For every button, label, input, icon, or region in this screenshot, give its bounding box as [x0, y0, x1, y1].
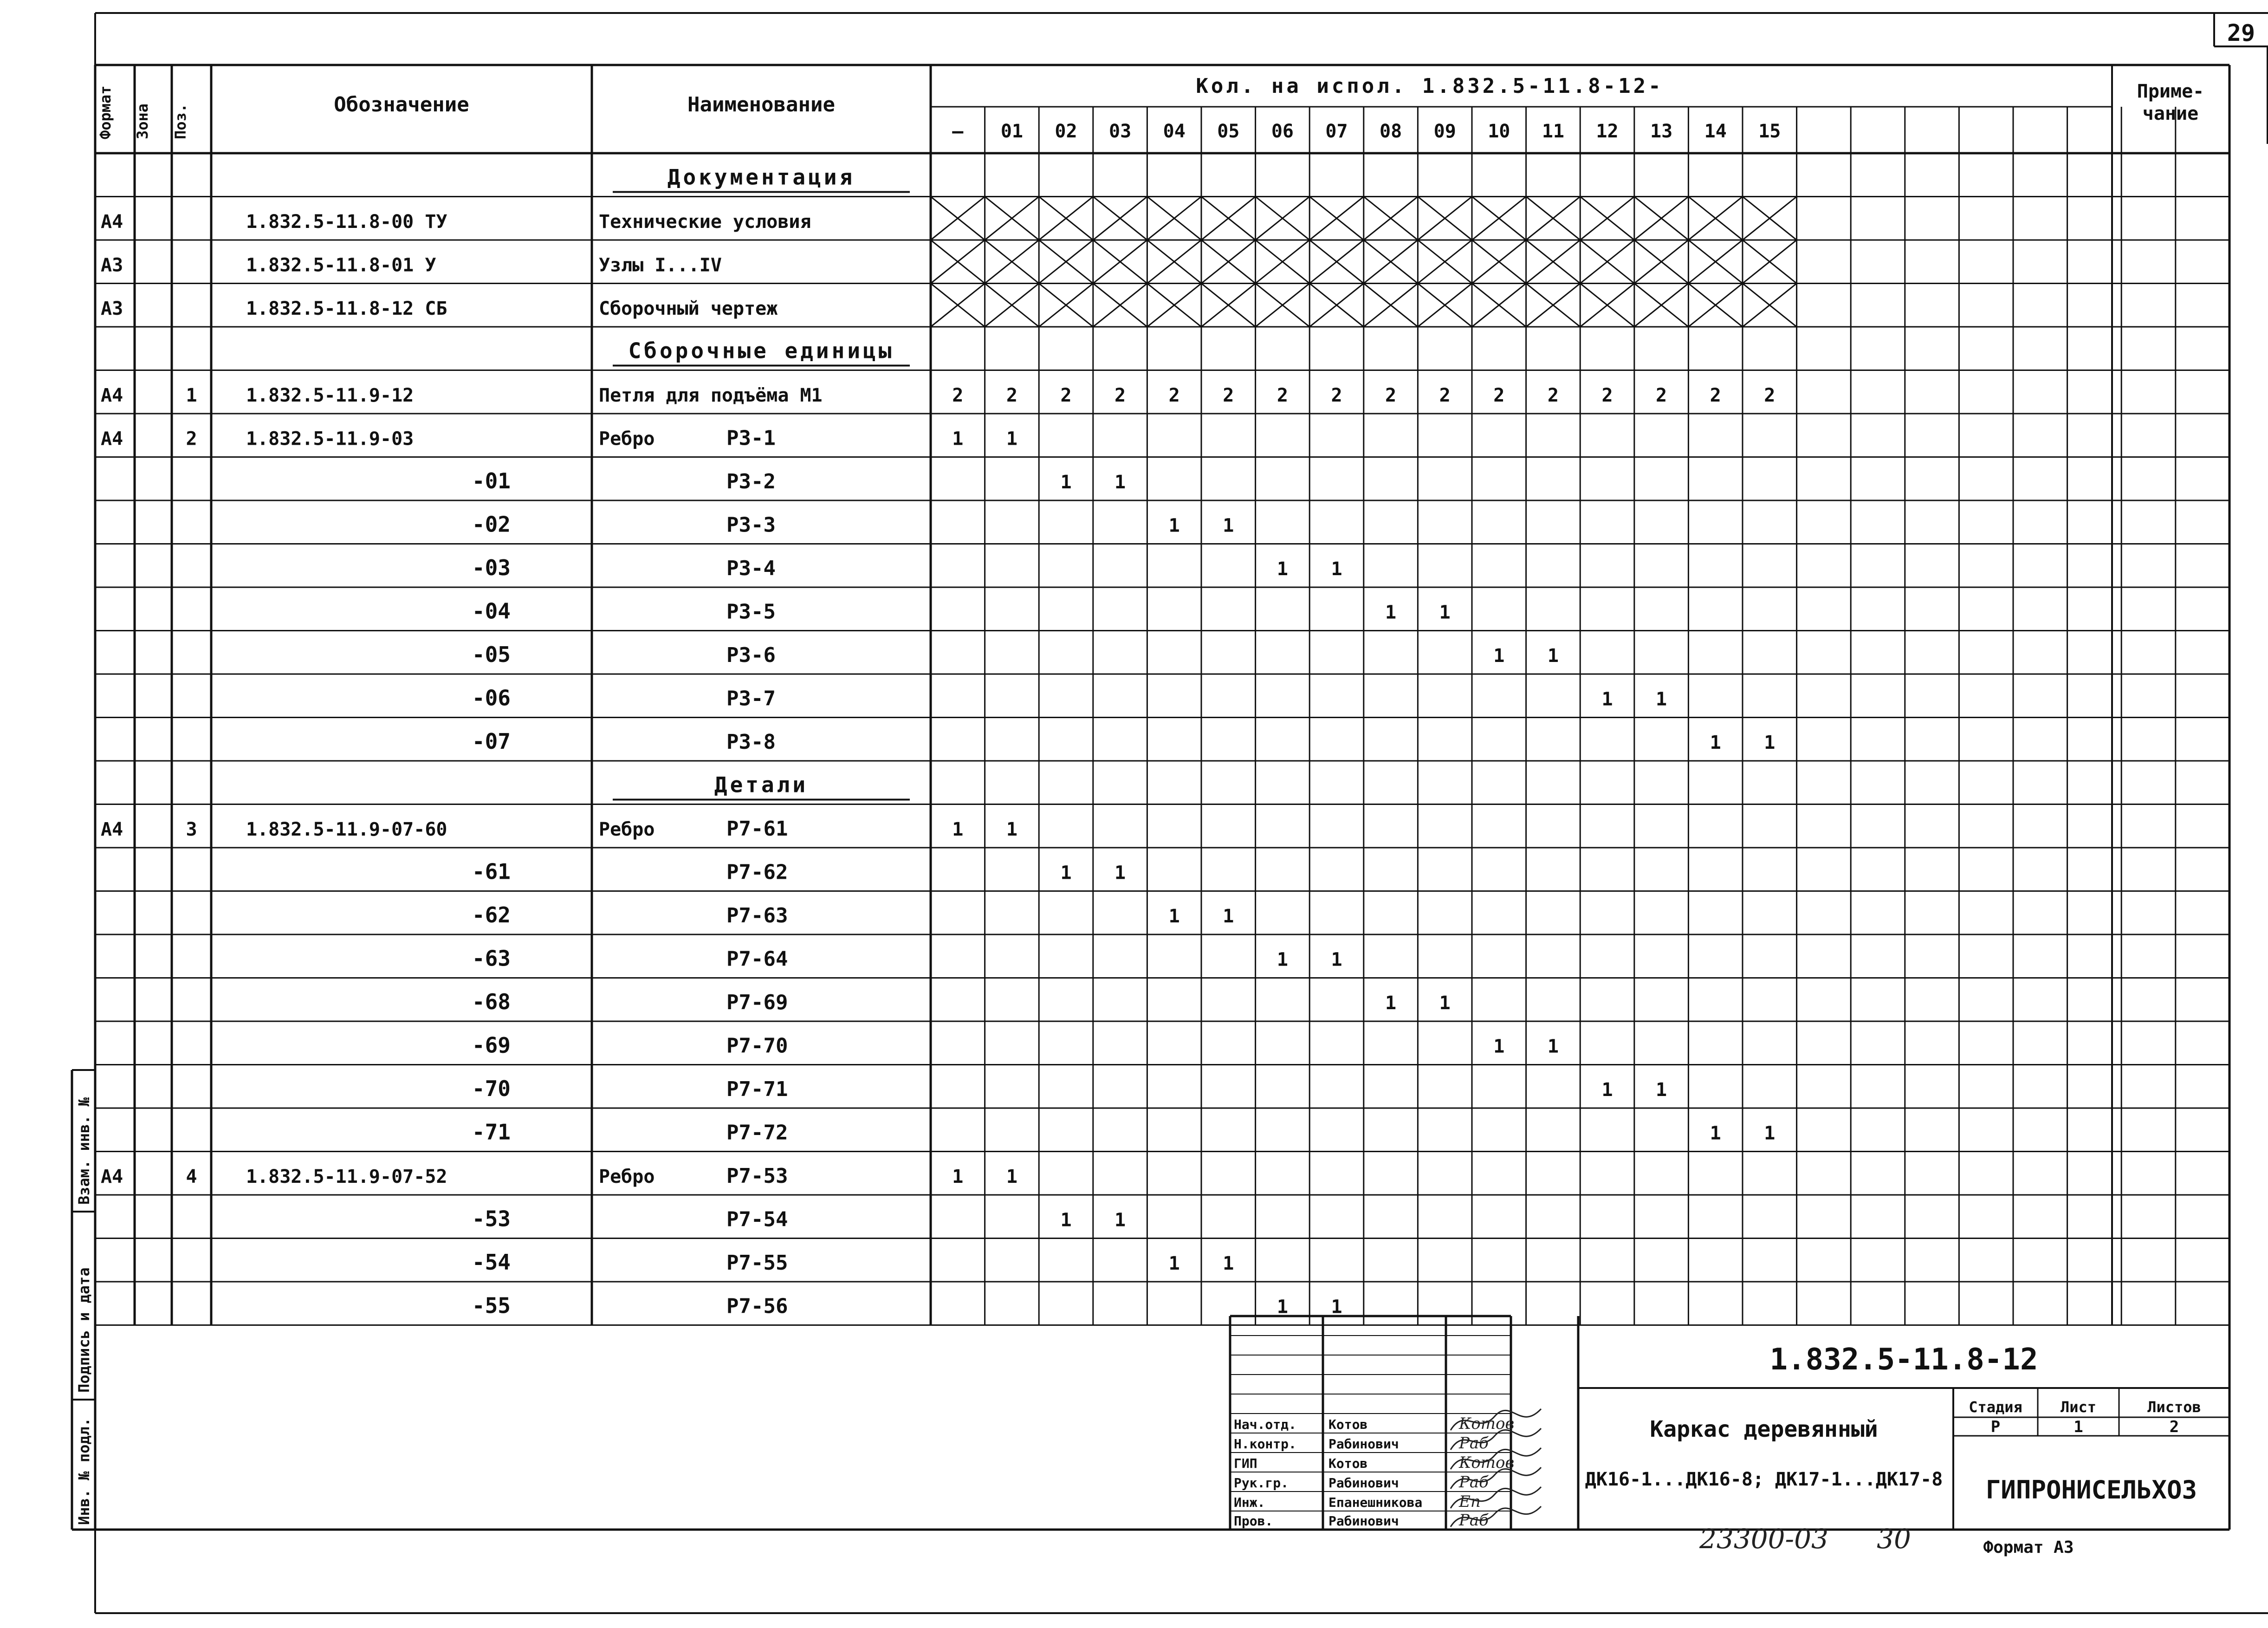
qty-value: 2	[1710, 384, 1721, 406]
cell-name: Ребро	[599, 818, 655, 840]
variant-header-06: 06	[1271, 121, 1294, 142]
qty-header-title: Кол. на испол. 1.832.5-11.8-12-	[1196, 74, 1664, 98]
cell-mark: Р7-56	[726, 1294, 788, 1318]
cell-mark: Р7-64	[726, 947, 788, 971]
qty-value: 1	[1060, 1209, 1072, 1231]
cell-mark: Р7-53	[726, 1164, 788, 1188]
col-header-zone: Зона	[134, 103, 151, 139]
cell-designation-suffix: -68	[472, 989, 511, 1014]
signature-handwriting: Раб	[1459, 1511, 1489, 1530]
col-header-note: Приме-	[2137, 81, 2204, 102]
stamp-role: Нач.отд.	[1234, 1417, 1296, 1432]
cell-designation: 1.832.5-11.8-12 СБ	[246, 298, 447, 319]
qty-value: 1	[1493, 645, 1505, 667]
cell-mark: Р3-1	[726, 426, 776, 450]
qty-value: 1	[1060, 471, 1072, 493]
cell-designation-suffix: -02	[472, 512, 511, 537]
col-header-note: чание	[2142, 103, 2199, 124]
qty-value: 1	[1547, 1036, 1559, 1057]
variant-header-13: 13	[1650, 121, 1673, 142]
variant-header-15: 15	[1758, 121, 1781, 142]
cell-mark: Р7-63	[726, 903, 788, 928]
qty-value: 1	[1223, 905, 1234, 927]
cell-format: А4	[101, 818, 123, 840]
cell-mark: Р7-70	[726, 1034, 788, 1058]
archive-number: 23300-03	[1699, 1523, 1828, 1555]
sheets-value: 2	[2169, 1418, 2179, 1436]
col-header-name: Наименование	[687, 93, 835, 117]
signature-handwriting: Еп	[1459, 1492, 1481, 1511]
variant-header-01: 01	[1000, 121, 1023, 142]
cell-mark: Р7-71	[726, 1077, 788, 1101]
col-header-format: Формат	[97, 85, 114, 139]
cell-position: 1	[186, 384, 197, 406]
cell-name: Ребро	[599, 428, 655, 450]
cell-format: А4	[101, 428, 123, 450]
cell-designation: 1.832.5-11.8-01 У	[246, 254, 436, 276]
cell-mark: Р3-4	[726, 556, 776, 580]
cell-designation-suffix: -62	[472, 902, 511, 928]
cell-mark: Р3-3	[726, 513, 776, 537]
cell-mark: Р7-69	[726, 990, 788, 1014]
cell-designation-suffix: -53	[472, 1206, 511, 1232]
col-header-pos: Поз.	[172, 103, 189, 139]
qty-value: 1	[1168, 905, 1180, 927]
cell-designation: 1.832.5-11.9-12	[246, 384, 414, 406]
qty-value: 1	[952, 428, 964, 450]
variant-header-02: 02	[1055, 121, 1077, 142]
cell-mark: Р7-72	[726, 1121, 788, 1145]
variant-header-04: 04	[1163, 121, 1186, 142]
qty-value: 2	[1168, 384, 1180, 406]
qty-value: 1	[1168, 515, 1180, 537]
qty-value: 1	[1115, 471, 1126, 493]
qty-value: 2	[1060, 384, 1072, 406]
stamp-role: Пров.	[1234, 1513, 1273, 1529]
qty-value: 1	[1277, 949, 1288, 971]
drawing-title: Каркас деревянный	[1650, 1416, 1878, 1442]
cell-designation-suffix: -05	[472, 642, 511, 667]
cell-designation-suffix: -07	[472, 728, 511, 754]
cell-designation-suffix: -55	[472, 1293, 511, 1318]
variant-header-08: 08	[1380, 121, 1402, 142]
qty-value: 2	[1601, 384, 1613, 406]
qty-value: 1	[1006, 818, 1017, 840]
stamp-person-name: Рабинович	[1328, 1513, 1399, 1529]
qty-value: 1	[1223, 515, 1234, 537]
cell-format: А4	[101, 211, 123, 233]
cell-mark: Р7-55	[726, 1251, 788, 1275]
variant-header-05: 05	[1217, 121, 1240, 142]
organization-name: ГИПРОНИСЕЛЬХОЗ	[1985, 1475, 2197, 1505]
qty-value: 1	[1331, 1296, 1342, 1318]
qty-value: 1	[1601, 688, 1613, 710]
qty-value: 2	[1764, 384, 1776, 406]
qty-value: 2	[1656, 384, 1667, 406]
cell-format: А4	[101, 384, 123, 406]
side-stamp-replacement: Взам. инв. №	[75, 1097, 93, 1205]
cell-designation-suffix: -01	[472, 468, 511, 493]
document-number: 1.832.5-11.8-12	[1769, 1343, 2038, 1377]
cell-designation-suffix: -06	[472, 685, 511, 711]
qty-value: 1	[1331, 558, 1342, 580]
stamp-role: Рук.гр.	[1234, 1475, 1289, 1491]
sheets-label: Листов	[2147, 1398, 2201, 1416]
qty-value: 1	[1115, 862, 1126, 884]
cell-designation-suffix: -04	[472, 598, 511, 624]
stage-label: Стадия	[1969, 1398, 2022, 1416]
cell-designation: 1.832.5-11.9-03	[246, 428, 414, 450]
qty-value: 2	[1439, 384, 1451, 406]
qty-value: 1	[1168, 1252, 1180, 1274]
qty-value: 1	[1223, 1252, 1234, 1274]
section-title: Документация	[667, 164, 855, 190]
cell-designation-suffix: -61	[472, 859, 511, 884]
qty-value: 2	[1547, 384, 1559, 406]
cell-format: А3	[101, 298, 123, 319]
qty-value: 1	[1656, 1079, 1667, 1101]
qty-value: 1	[1439, 602, 1451, 623]
variant-header-14: 14	[1704, 121, 1727, 142]
qty-value: 1	[1601, 1079, 1613, 1101]
cell-designation: 1.832.5-11.8-00 ТУ	[246, 211, 447, 233]
side-stamp-original: Инв. № подл.	[75, 1417, 93, 1525]
qty-value: 1	[952, 818, 964, 840]
cell-mark: Р7-62	[726, 860, 788, 884]
stamp-person-name: Епанешникова	[1328, 1495, 1423, 1510]
signature-handwriting: Раб	[1459, 1473, 1489, 1492]
qty-value: 1	[952, 1166, 964, 1187]
qty-value: 1	[1277, 1296, 1288, 1318]
stamp-person-name: Рабинович	[1328, 1436, 1399, 1452]
variant-header-07: 07	[1325, 121, 1348, 142]
cell-designation-suffix: -70	[472, 1076, 511, 1101]
qty-value: 2	[1277, 384, 1288, 406]
signature-handwriting: Котов	[1459, 1453, 1515, 1472]
variant-header-03: 03	[1109, 121, 1132, 142]
cell-mark: Р3-2	[726, 469, 776, 493]
col-header-designation: Обозначение	[334, 93, 469, 117]
cell-format: А3	[101, 254, 123, 276]
cell-designation: 1.832.5-11.9-07-52	[246, 1166, 447, 1187]
qty-value: 1	[1060, 862, 1072, 884]
qty-value: 1	[1439, 992, 1451, 1014]
variant-header-12: 12	[1596, 121, 1619, 142]
variant-header-09: 09	[1433, 121, 1456, 142]
cell-designation: 1.832.5-11.9-07-60	[246, 818, 447, 840]
cell-designation-suffix: -03	[472, 555, 511, 580]
variant-header-base: —	[952, 121, 964, 142]
qty-value: 1	[1547, 645, 1559, 667]
qty-value: 2	[1385, 384, 1397, 406]
qty-value: 2	[1223, 384, 1234, 406]
qty-value: 1	[1493, 1036, 1505, 1057]
sheet-value: 1	[2074, 1418, 2083, 1436]
qty-value: 2	[1331, 384, 1342, 406]
stamp-role: Инж.	[1234, 1495, 1265, 1510]
section-title: Детали	[714, 772, 809, 798]
signature-handwriting: Раб	[1459, 1434, 1489, 1453]
cell-name: Узлы I...IV	[599, 254, 722, 276]
section-title: Сборочные единицы	[628, 338, 894, 363]
cell-mark: Р7-61	[726, 817, 788, 841]
cell-mark: Р3-5	[726, 600, 776, 624]
cell-name: Технические условия	[599, 211, 811, 233]
cell-name: Петля для подъёма М1	[599, 384, 823, 406]
stamp-role: ГИП	[1234, 1456, 1257, 1471]
qty-value: 2	[952, 384, 964, 406]
qty-value: 1	[1710, 732, 1721, 753]
cell-name: Ребро	[599, 1166, 655, 1187]
stamp-person-name: Котов	[1328, 1417, 1368, 1432]
format-label: Формат А3	[1983, 1538, 2074, 1557]
side-stamp-signature-date: Подпись и дата	[75, 1267, 93, 1393]
cell-mark: Р7-54	[726, 1207, 788, 1232]
signature-handwriting: Котов	[1459, 1414, 1515, 1433]
sheet-label: Лист	[2060, 1398, 2097, 1416]
cell-designation-suffix: -69	[472, 1032, 511, 1058]
qty-value: 1	[1331, 949, 1342, 971]
qty-value: 1	[1764, 1122, 1776, 1144]
qty-value: 2	[1115, 384, 1126, 406]
cell-designation-suffix: -63	[472, 946, 511, 971]
cell-position: 4	[186, 1166, 197, 1187]
qty-value: 1	[1277, 558, 1288, 580]
stamp-person-name: Котов	[1328, 1456, 1368, 1471]
qty-value: 1	[1115, 1209, 1126, 1231]
stage-value: Р	[1990, 1418, 2001, 1436]
stamp-role: Н.контр.	[1234, 1436, 1296, 1452]
variant-header-11: 11	[1542, 121, 1564, 142]
cell-mark: Р3-6	[726, 643, 776, 667]
cell-mark: Р3-7	[726, 687, 776, 711]
qty-value: 1	[1385, 602, 1397, 623]
drawing-subtitle: ДК16-1...ДК16-8; ДК17-1...ДК17-8	[1585, 1469, 1943, 1490]
qty-value: 2	[1493, 384, 1505, 406]
qty-value: 1	[1006, 1166, 1017, 1187]
cell-mark: Р3-8	[726, 730, 776, 754]
qty-value: 1	[1764, 732, 1776, 753]
cell-name: Сборочный чертеж	[599, 298, 778, 319]
sheet-number: 29	[2227, 19, 2255, 46]
cell-designation-suffix: -71	[472, 1119, 511, 1145]
cell-designation-suffix: -54	[472, 1249, 511, 1275]
variant-header-10: 10	[1488, 121, 1510, 142]
page-number: 30	[1877, 1523, 1911, 1555]
cell-format: А4	[101, 1166, 123, 1187]
cell-position: 3	[186, 818, 197, 840]
cell-position: 2	[186, 428, 197, 450]
qty-value: 2	[1006, 384, 1017, 406]
stamp-person-name: Рабинович	[1328, 1475, 1399, 1491]
qty-value: 1	[1710, 1122, 1721, 1144]
qty-value: 1	[1006, 428, 1017, 450]
qty-value: 1	[1656, 688, 1667, 710]
qty-value: 1	[1385, 992, 1397, 1014]
